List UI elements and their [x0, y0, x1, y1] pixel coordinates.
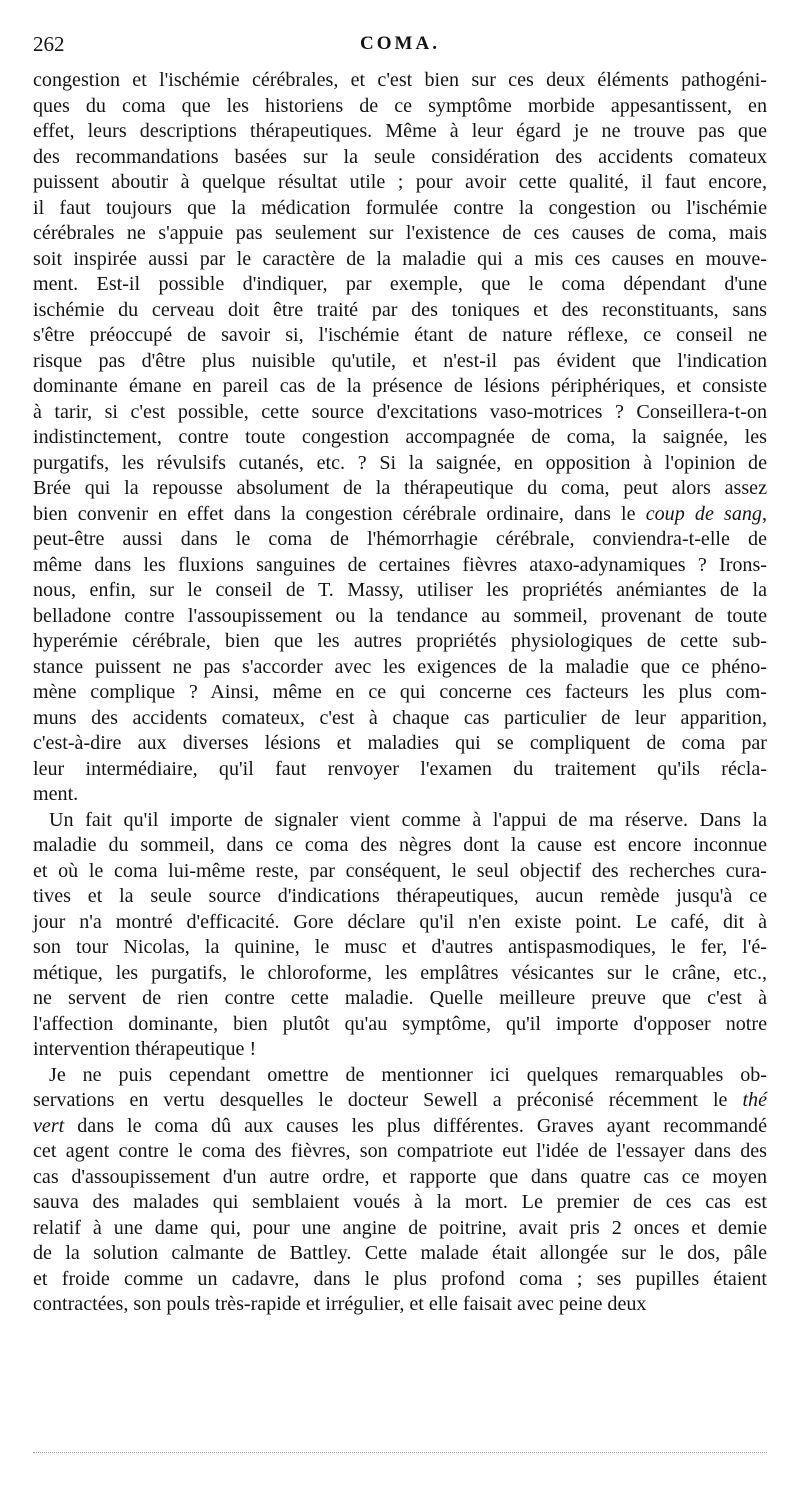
text-line: cet agent contre le coma des fièvres, son compatriote eut l'idée de l'essayer dans des [33, 1140, 767, 1162]
text-line: l'affection dominante, bien plutôt qu'au symptôme, qu'il importe d'opposer notre [33, 1012, 767, 1035]
text-line: soit inspirée aussi par le caractère de la maladie qui a mis ces causes en mouve- [33, 247, 767, 270]
text-line: Brée qui la repousse absolument de la thérapeutique du coma, peut alors assez [33, 477, 767, 499]
text-line: de la solution calmante de Battley. Cette malade était allongée sur le dos, pâle [33, 1242, 767, 1264]
running-title: COMA. [360, 33, 440, 54]
text-line: même dans les fluxions sanguines de certaines fièvres ataxo-adynamiques ? Irons- [33, 553, 767, 576]
text-line: intervention thérapeutique ! [33, 1038, 257, 1060]
text-line: belladone contre l'assoupissement ou la tendance au sommeil, provenant de toute [33, 604, 767, 627]
text-line: maladie du sommeil, dans ce coma des nègres dont la cause est encore inconnue [33, 834, 767, 856]
text-line: mène complique ? Ainsi, même en ce qui concerne ces facteurs les plus com- [33, 681, 767, 703]
body-text [33, 68, 767, 1318]
text-line: contractées, son pouls très-rapide et irrégulier, et elle faisait avec peine deux [33, 1293, 647, 1315]
text-line: son tour Nicolas, la quinine, le musc et d'autres antispasmodiques, le fer, l'é- [33, 936, 767, 958]
text-line: ment. [33, 783, 79, 805]
text-line: des recommandations basées sur la seule considération des accidents comateux [33, 145, 767, 168]
text-line: ques du coma que les historiens de ce symptôme morbide appesantissent, en [33, 94, 767, 117]
text-line: à tarir, si c'est possible, cette source d'excitations vaso-motrices ? Conseillera-t-on [33, 400, 767, 423]
text-line: Un fait qu'il importe de signaler vient comme à l'appui de ma réserve. Dans la [49, 808, 767, 831]
text-line: peut-être aussi dans le coma de l'hémorrhagie cérébrale, conviendra-t-elle de [33, 528, 767, 550]
text-line: cas d'assoupissement d'un autre ordre, et rapporte que dans quatre cas ce moyen [33, 1165, 767, 1188]
text-line: congestion et l'ischémie cérébrales, et c'est bien sur ces deux éléments pathogéni- [33, 69, 767, 91]
text-line: nous, enfin, sur le conseil de T. Massy, utiliser les propriétés anémiantes de la [33, 579, 767, 601]
text-line: ischémie du cerveau doit être traité par des toniques et des reconstituants, sans [33, 298, 767, 321]
document-page [33, 30, 767, 1318]
text-line: métique, les purgatifs, le chloroforme, les emplâtres vésicantes sur le crâne, etc., [33, 961, 767, 984]
paragraph [33, 808, 767, 1063]
text-line: Je ne puis cependant omettre de mentionner ici quelques remarquables ob- [49, 1063, 767, 1086]
text-line: sauva des malades qui semblaient voués à la mort. Le premier de ces cas est [33, 1191, 767, 1213]
text-line: leur intermédiaire, qu'il faut renvoyer l'examen du traitement qu'ils récla- [33, 757, 767, 780]
page-number: 262 [33, 32, 65, 56]
text-line: servations en vertu desquelles le docteur Sewell a préconisé récemment le thé [33, 1089, 767, 1111]
text-line: et où le coma lui-même reste, par conséquent, le seul objectif des recherches cura- [33, 859, 767, 882]
text-line: jour n'a montré d'efficacité. Gore déclare qu'il n'en existe point. Le café, dit à [33, 910, 767, 933]
text-line: il faut toujours que la médication formulée contre la congestion ou l'ischémie [33, 196, 767, 219]
text-line: cérébrales ne s'appuie pas seulement sur l'existence de ces causes de coma, mais [33, 222, 767, 244]
text-line: muns des accidents comateux, c'est à chaque cas particulier de leur apparition, [33, 706, 767, 729]
text-line: purgatifs, les révulsifs cutanés, etc. ? Si la saignée, en opposition à l'opinion de [33, 451, 767, 474]
text-line: risque pas d'être plus nuisible qu'utile, et n'est-il pas évident que l'indication [33, 349, 767, 372]
paragraph [33, 1063, 767, 1318]
text-line: vert dans le coma dû aux causes les plus différentes. Graves ayant recommandé [33, 1114, 767, 1137]
text-line: ne servent de rien contre cette maladie. Quelle meilleure preuve que c'est à [33, 987, 767, 1009]
text-line: puissent aboutir à quelque résultat utile ; pour avoir cette qualité, il faut encore, [33, 171, 767, 193]
running-head [33, 30, 767, 58]
text-line: indistinctement, contre toute congestion accompagnée de coma, la saignée, les [33, 426, 767, 448]
text-line: ment. Est-il possible d'indiquer, par exemple, que le coma dépendant d'une [33, 273, 767, 295]
footer-rule [33, 1452, 767, 1454]
text-line: effet, leurs descriptions thérapeutiques. Même à leur égard je ne trouve pas que [33, 120, 767, 142]
text-line: hyperémie cérébrale, bien que les autres propriétés physiologiques de cette sub- [33, 630, 767, 652]
text-line: et froide comme un cadavre, dans le plus profond coma ; ses pupilles étaient [33, 1267, 767, 1290]
text-line: relatif à une dame qui, pour une angine de poitrine, avait pris 2 onces et demie [33, 1216, 767, 1239]
paragraph [33, 68, 767, 808]
text-line: dominante émane en pareil cas de la présence de lésions périphériques, et consiste [33, 375, 767, 397]
text-line: c'est-à-dire aux diverses lésions et maladies qui se compliquent de coma par [33, 732, 767, 754]
text-line: tives et la seule source d'indications thérapeutiques, aucun remède jusqu'à ce [33, 885, 767, 907]
text-line: bien convenir en effet dans la congestion cérébrale ordinaire, dans le coup de sang, [33, 502, 767, 525]
text-line: stance puissent ne pas s'accorder avec les exigences de la maladie que ce phéno- [33, 655, 767, 678]
text-line: s'être préoccupé de savoir si, l'ischémie étant de nature réflexe, ce conseil ne [33, 324, 767, 346]
